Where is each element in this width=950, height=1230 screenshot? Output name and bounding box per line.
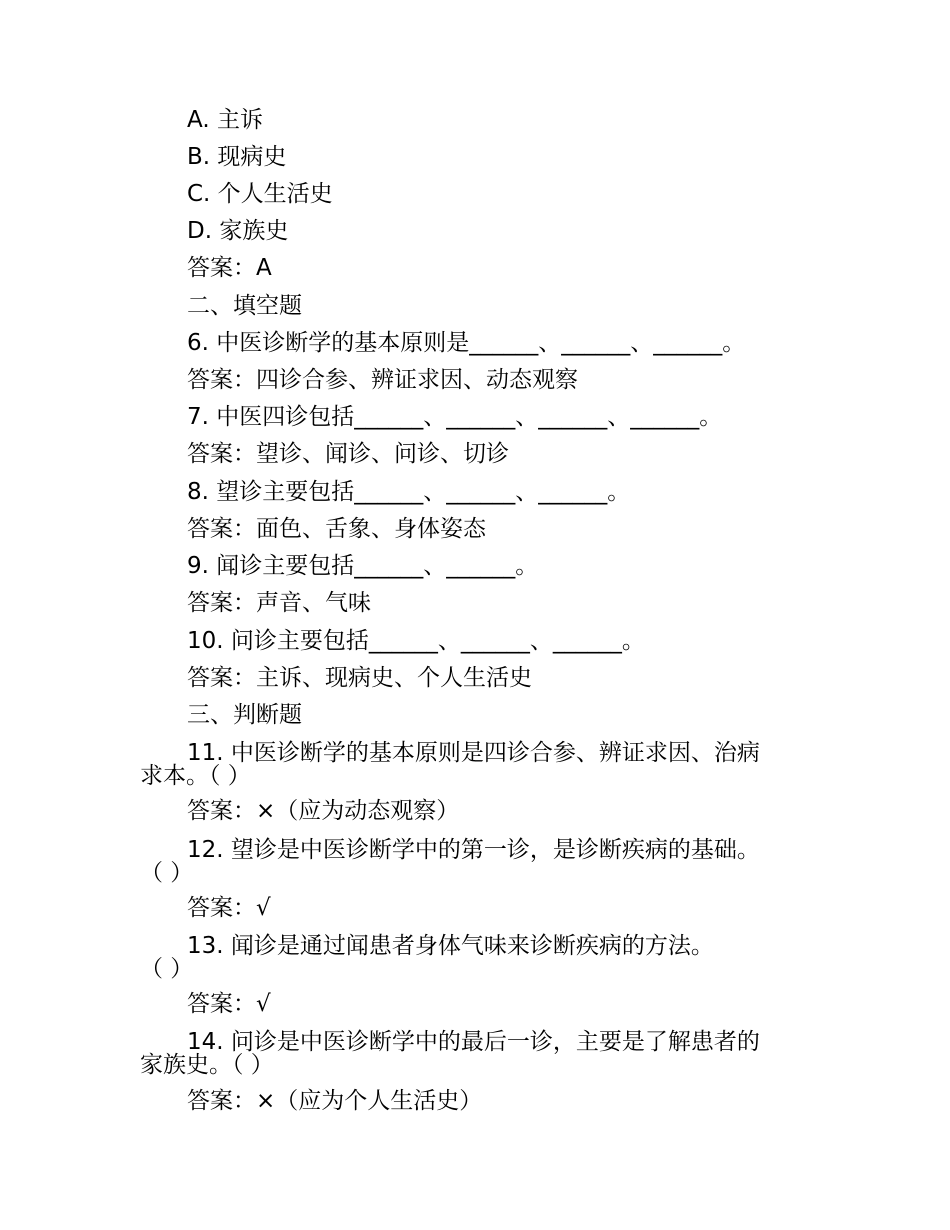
question-8: 8. 望诊主要包括______、______、______。: [187, 479, 631, 505]
answer-13: 答案：√: [187, 991, 271, 1017]
answer-14: 答案：×（应为个人生活史）: [187, 1088, 483, 1114]
question-14: [140, 1029, 827, 1078]
question-11-line-1: 11. 中医诊断学的基本原则是四诊合参、辨证求因、治病: [187, 740, 760, 766]
option-b: B. 现病史: [187, 144, 287, 170]
question-11-line-2: 求本。（ ）: [140, 763, 251, 789]
question-7: 7. 中医四诊包括______、______、______、______。: [187, 404, 723, 430]
option-a: A. 主诉: [187, 107, 263, 133]
question-6: 6. 中医诊断学的基本原则是______、______、______。: [187, 330, 746, 356]
answer-10: 答案：主诉、现病史、个人生活史: [187, 665, 532, 691]
answer-7: 答案：望诊、闻诊、问诊、切诊: [187, 441, 509, 467]
question-14-line-2: 家族史。（ ）: [140, 1052, 274, 1078]
answer-6: 答案：四诊合参、辨证求因、动态观察: [187, 367, 578, 393]
answer-9: 答案：声音、气味: [187, 590, 371, 616]
question-13-line-2: （ ）: [140, 956, 194, 982]
question-13-line-1: 13. 闻诊是通过闻患者身体气味来诊断疾病的方法。: [187, 933, 714, 959]
question-13: [140, 933, 827, 982]
answer-8: 答案：面色、舌象、身体姿态: [187, 516, 486, 542]
answer-5: 答案：A: [187, 255, 272, 281]
option-d: D. 家族史: [187, 218, 289, 244]
question-9: 9. 闻诊主要包括______、______。: [187, 553, 539, 579]
question-14-line-1: 14. 问诊是中医诊断学中的最后一诊，主要是了解患者的: [187, 1029, 760, 1055]
question-12-line-1: 12. 望诊是中医诊断学中的第一诊，是诊断疾病的基础。: [187, 837, 760, 863]
question-12-line-2: （ ）: [140, 860, 194, 886]
option-c: C. 个人生活史: [187, 181, 333, 207]
section-heading-fill: 二、填空题: [187, 293, 302, 319]
question-12: [140, 837, 827, 886]
answer-12: 答案：√: [187, 895, 271, 921]
question-11: [140, 740, 827, 789]
section-heading-judge: 三、判断题: [187, 702, 302, 728]
answer-11: 答案：×（应为动态观察）: [187, 798, 460, 824]
question-10: 10. 问诊主要包括______、______、______。: [187, 628, 645, 654]
